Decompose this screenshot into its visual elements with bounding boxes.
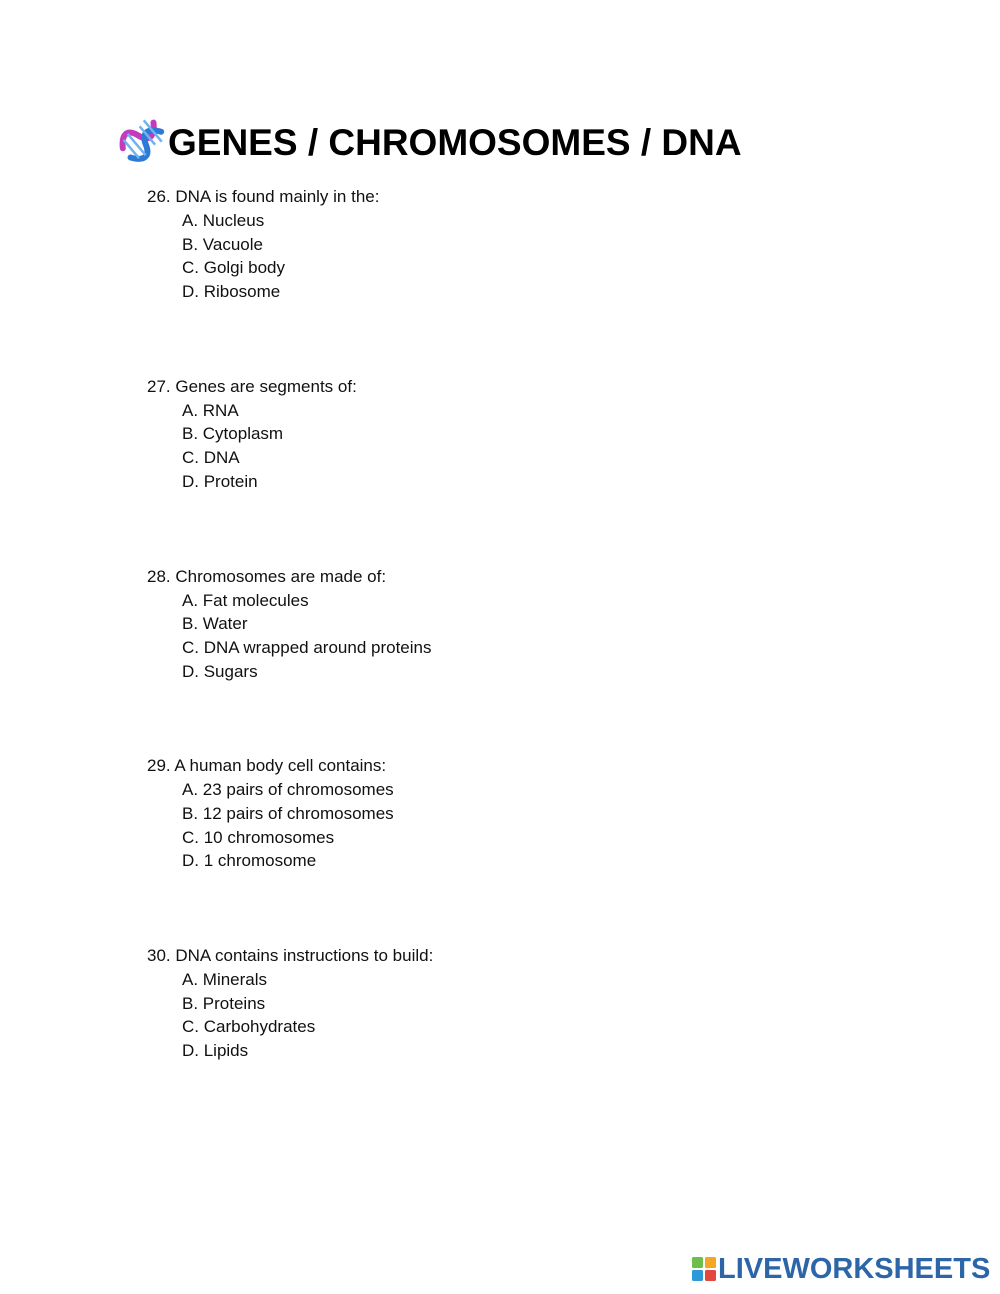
- question-26: [147, 185, 847, 304]
- option-a[interactable]: A. 23 pairs of chromosomes: [182, 780, 394, 800]
- question-29: [147, 754, 847, 873]
- option-b[interactable]: B. Cytoplasm: [182, 424, 284, 444]
- question-text: 28. Chromosomes are made of:: [147, 566, 387, 586]
- option-b[interactable]: B. 12 pairs of chromosomes: [182, 803, 394, 823]
- option-b[interactable]: B. Proteins: [182, 993, 266, 1013]
- page-header: [116, 112, 742, 168]
- dna-icon: [116, 114, 168, 166]
- option-d[interactable]: D. 1 chromosome: [182, 851, 317, 871]
- option-a[interactable]: A. RNA: [182, 400, 239, 420]
- question-text: 26. DNA is found mainly in the:: [147, 187, 380, 206]
- liveworksheets-logo[interactable]: [692, 1254, 990, 1284]
- question-text: 30. DNA contains instructions to build:: [147, 946, 434, 965]
- option-c[interactable]: C. DNA: [182, 448, 240, 468]
- brand-name: LIVEWORKSHEETS: [718, 1252, 991, 1285]
- option-d[interactable]: D. Sugars: [182, 661, 258, 681]
- question-30: [147, 944, 847, 1063]
- option-a[interactable]: A. Minerals: [182, 970, 268, 989]
- option-c[interactable]: C. DNA wrapped around proteins: [182, 637, 432, 657]
- question-27: [147, 375, 847, 494]
- question-text: 27. Genes are segments of:: [147, 376, 357, 396]
- option-a[interactable]: A. Nucleus: [182, 211, 265, 230]
- option-b[interactable]: B. Vacuole: [182, 234, 263, 254]
- page-title: GENES / CHROMOSOMES / DNA: [168, 121, 742, 163]
- question-text: 29. A human body cell contains:: [147, 756, 387, 776]
- option-c[interactable]: C. Golgi body: [182, 258, 285, 278]
- option-d[interactable]: D. Protein: [182, 471, 258, 491]
- question-28: [147, 565, 847, 684]
- option-c[interactable]: C. Carbohydrates: [182, 1017, 316, 1037]
- liveworksheets-logo-icon: [692, 1257, 716, 1281]
- option-c[interactable]: C. 10 chromosomes: [182, 827, 335, 847]
- option-a[interactable]: A. Fat molecules: [182, 590, 309, 610]
- question-list: [147, 185, 847, 1134]
- option-d[interactable]: D. Lipids: [182, 1041, 249, 1061]
- option-b[interactable]: B. Water: [182, 614, 248, 634]
- option-d[interactable]: D. Ribosome: [182, 282, 281, 302]
